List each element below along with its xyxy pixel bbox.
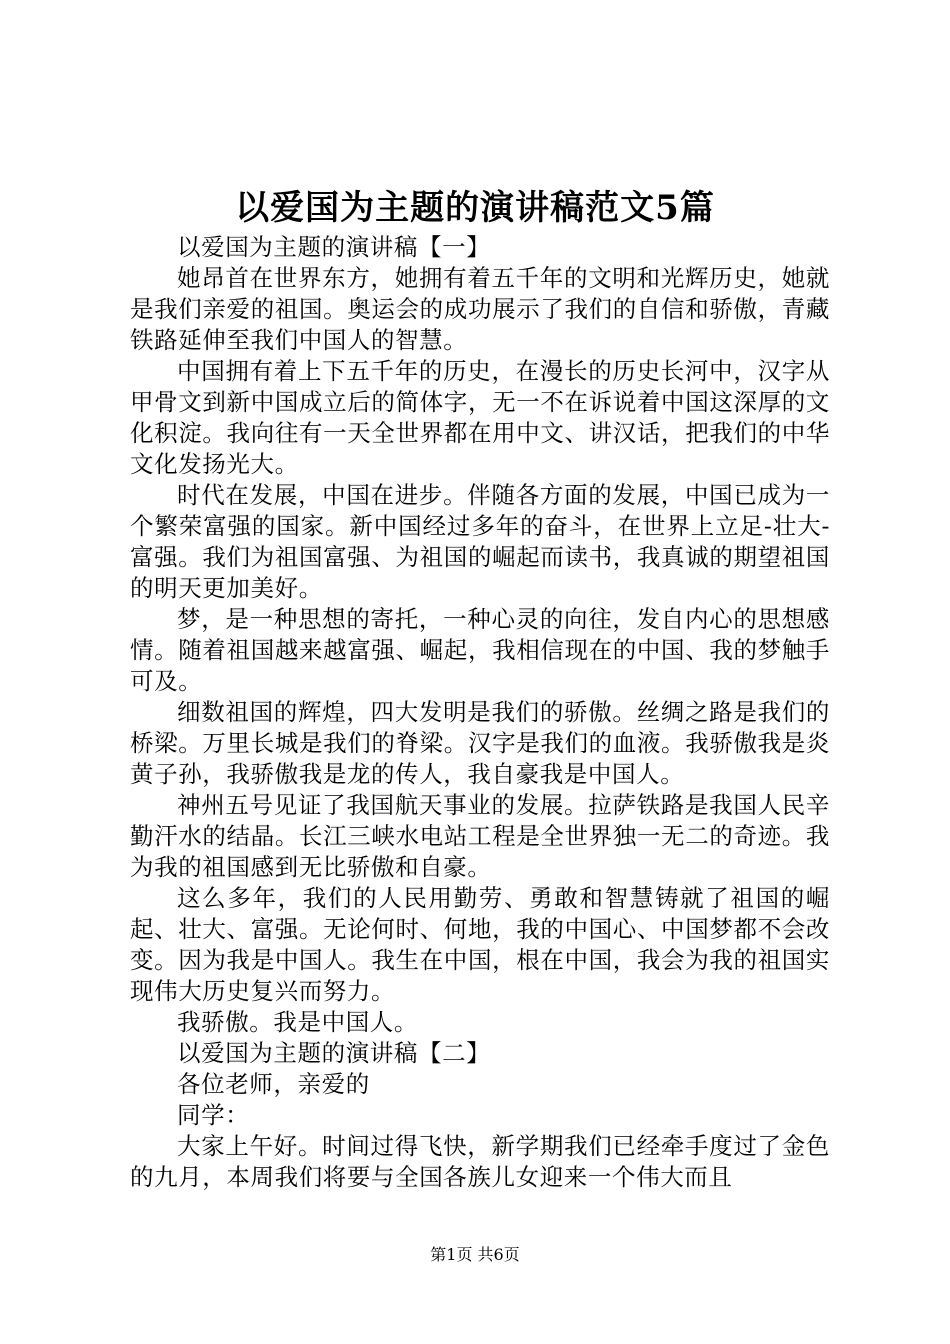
paragraph: 梦，是一种思想的寄托，一种心灵的向往，发自内心的思想感情。随着祖国越来越富强、崛起，我相信现在的中国、我的梦触手可及。 <box>130 605 830 695</box>
paragraph: 时代在发展，中国在进步。伴随各方面的发展，中国已成为一个繁荣富强的国家。新中国经过多年的奋斗，在世界上立足-壮大-富强。我们为祖国富强、为祖国的崛起而读书，我真诚的期望祖国的明天更加美好。 <box>130 481 830 602</box>
paragraph: 她昂首在世界东方，她拥有着五千年的文明和光辉历史，她就是我们亲爱的祖国。奥运会的成功展示了我们的自信和骄傲，青藏铁路延伸至我们中国人的智慧。 <box>130 264 830 354</box>
paragraph: 大家上午好。时间过得飞快，新学期我们已经牵手度过了金色的九月，本周我们将要与全国各族儿女迎来一个伟大而且 <box>130 1132 830 1191</box>
section-heading-1: 以爱国为主题的演讲稿【一】 <box>177 233 491 261</box>
paragraph: 中国拥有着上下五千年的历史，在漫长的历史长河中，汉字从甲骨文到新中国成立后的简体字，无一不在诉说着中国这深厚的文化积淀。我向往有一天全世界都在用中文、讲汉话，把我们的中华文化发扬光大。 <box>130 357 830 478</box>
document-title: 以爱国为主题的演讲稿范文5篇 <box>235 188 715 228</box>
paragraph: 这么多年，我们的人民用勤劳、勇敢和智慧铸就了祖国的崛起、壮大、富强。无论何时、何地，我的中国心、中国梦都不会改变。因为我是中国人。我生在中国，根在中国，我会为我的祖国实现伟大历史复兴而努力。 <box>130 884 830 1005</box>
page-number-footer: 第1页 共6页 <box>430 1245 520 1264</box>
paragraph: 神州五号见证了我国航天事业的发展。拉萨铁路是我国人民辛勤汗水的结晶。长江三峡水电站工程是全世界独一无二的奇迹。我为我的祖国感到无比骄傲和自豪。 <box>130 791 830 881</box>
salutation: 同学： <box>177 1101 250 1129</box>
document-body <box>130 232 830 1193</box>
section-heading-2: 以爱国为主题的演讲稿【二】 <box>177 1039 491 1067</box>
paragraph: 我骄傲。我是中国人。 <box>177 1008 418 1036</box>
salutation: 各位老师，亲爱的 <box>177 1070 370 1098</box>
paragraph: 细数祖国的辉煌，四大发明是我们的骄傲。丝绸之路是我们的桥梁。万里长城是我们的脊梁。汉字是我们的血液。我骄傲我是炎黄子孙，我骄傲我是龙的传人，我自豪我是中国人。 <box>130 698 830 788</box>
